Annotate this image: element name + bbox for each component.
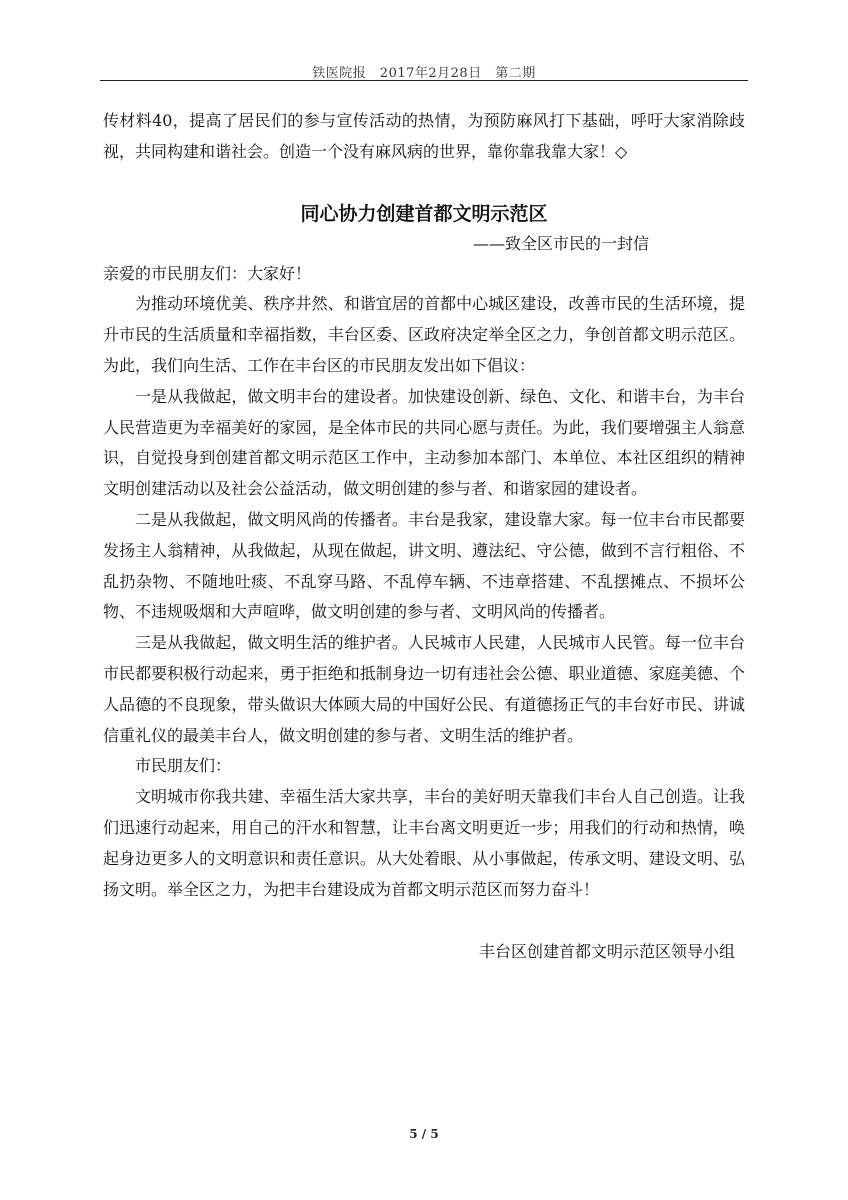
paragraph-intro: 为推动环境优美、秩序井然、和谐宜居的首都中心城区建设，改善市民的生活环境，提升市民的生活质量和幸福指数，丰台区委、区政府决定举全区之力，争创首都文明示范区。为此，我们向生活、工作在丰台区的市民朋友发出如下倡议： (103, 294, 745, 375)
article-title: 同心协力创建首都文明示范区 (300, 202, 548, 225)
signature: 丰台区创建首都文明示范区领导小组 (478, 942, 735, 962)
paragraph-closing: 文明城市你我共建、幸福生活大家共享，丰台的美好明天靠我们丰台人自己创造。让我们迅速行动起来，用自己的汗水和智慧，让丰台离文明更近一步；用我们的行动和热情，唤起身边更多人的文明意识和责任意识。从大处着眼、从小事做起，传承文明、建设文明、弘扬文明。举全区之力，为把丰台建设成为首都文明示范区而努力奋斗！ (103, 787, 745, 899)
salutation: 亲爱的市民朋友们：大家好！ (103, 263, 312, 283)
paragraph-builder: 一是从我做起，做文明丰台的建设者。加快建设创新、绿色、文化、和谐丰台，为丰台人民营造更为幸福美好的家园，是全体市民的共同心愿与责任。为此，我们要增强主人翁意识，自觉投身到创建首都文明示范区工作中，主动参加本部门、本单位、本社区组织的精神文明创建活动以及社会公益活动，做文明创建的参与者、和谐家园的建设者。 (103, 386, 745, 499)
article-subtitle: ——致全区市民的一封信 (472, 233, 649, 253)
header-divider (100, 80, 748, 81)
continuation-paragraph: 传材料40，提高了居民们的参与宣传活动的热情，为预防麻风打下基础，呼吁大家消除歧视，共同构建和谐社会。创造一个没有麻风病的世界，靠你靠我靠大家！◇ (103, 111, 745, 161)
paragraph-address: 市民朋友们： (135, 756, 232, 776)
paragraph-spreader: 二是从我做起，做文明风尚的传播者。丰台是我家，建设靠大家。每一位丰台市民都要发扬主人翁精神，从我做起，从现在做起，讲文明、遵法纪、守公德，做到不言行粗俗、不乱扔杂物、不随地吐痰、不乱穿马路、不乱停车辆、不违章搭建、不乱摆摊点、不损坏公物、不违规吸烟和大声喧哗，做文明创建的参与者、文明风尚的传播者。 (103, 509, 745, 622)
page-content (103, 106, 745, 968)
page-number: 5 / 5 (409, 1127, 439, 1141)
paragraph-maintainer: 三是从我做起，做文明生活的维护者。人民城市人民建，人民城市人民管。每一位丰台市民都要积极行动起来，勇于拒绝和抵制身边一切有违社会公德、职业道德、家庭美德、个人品德的不良现象，带头做识大体顾大局的中国好公民、有道德扬正气的丰台好市民、讲诚信重礼仪的最美丰台人，做文明创建的参与者、文明生活的维护者。 (103, 633, 745, 745)
page-header: 铁医院报 2017年2月28日 第二期 (312, 66, 536, 81)
